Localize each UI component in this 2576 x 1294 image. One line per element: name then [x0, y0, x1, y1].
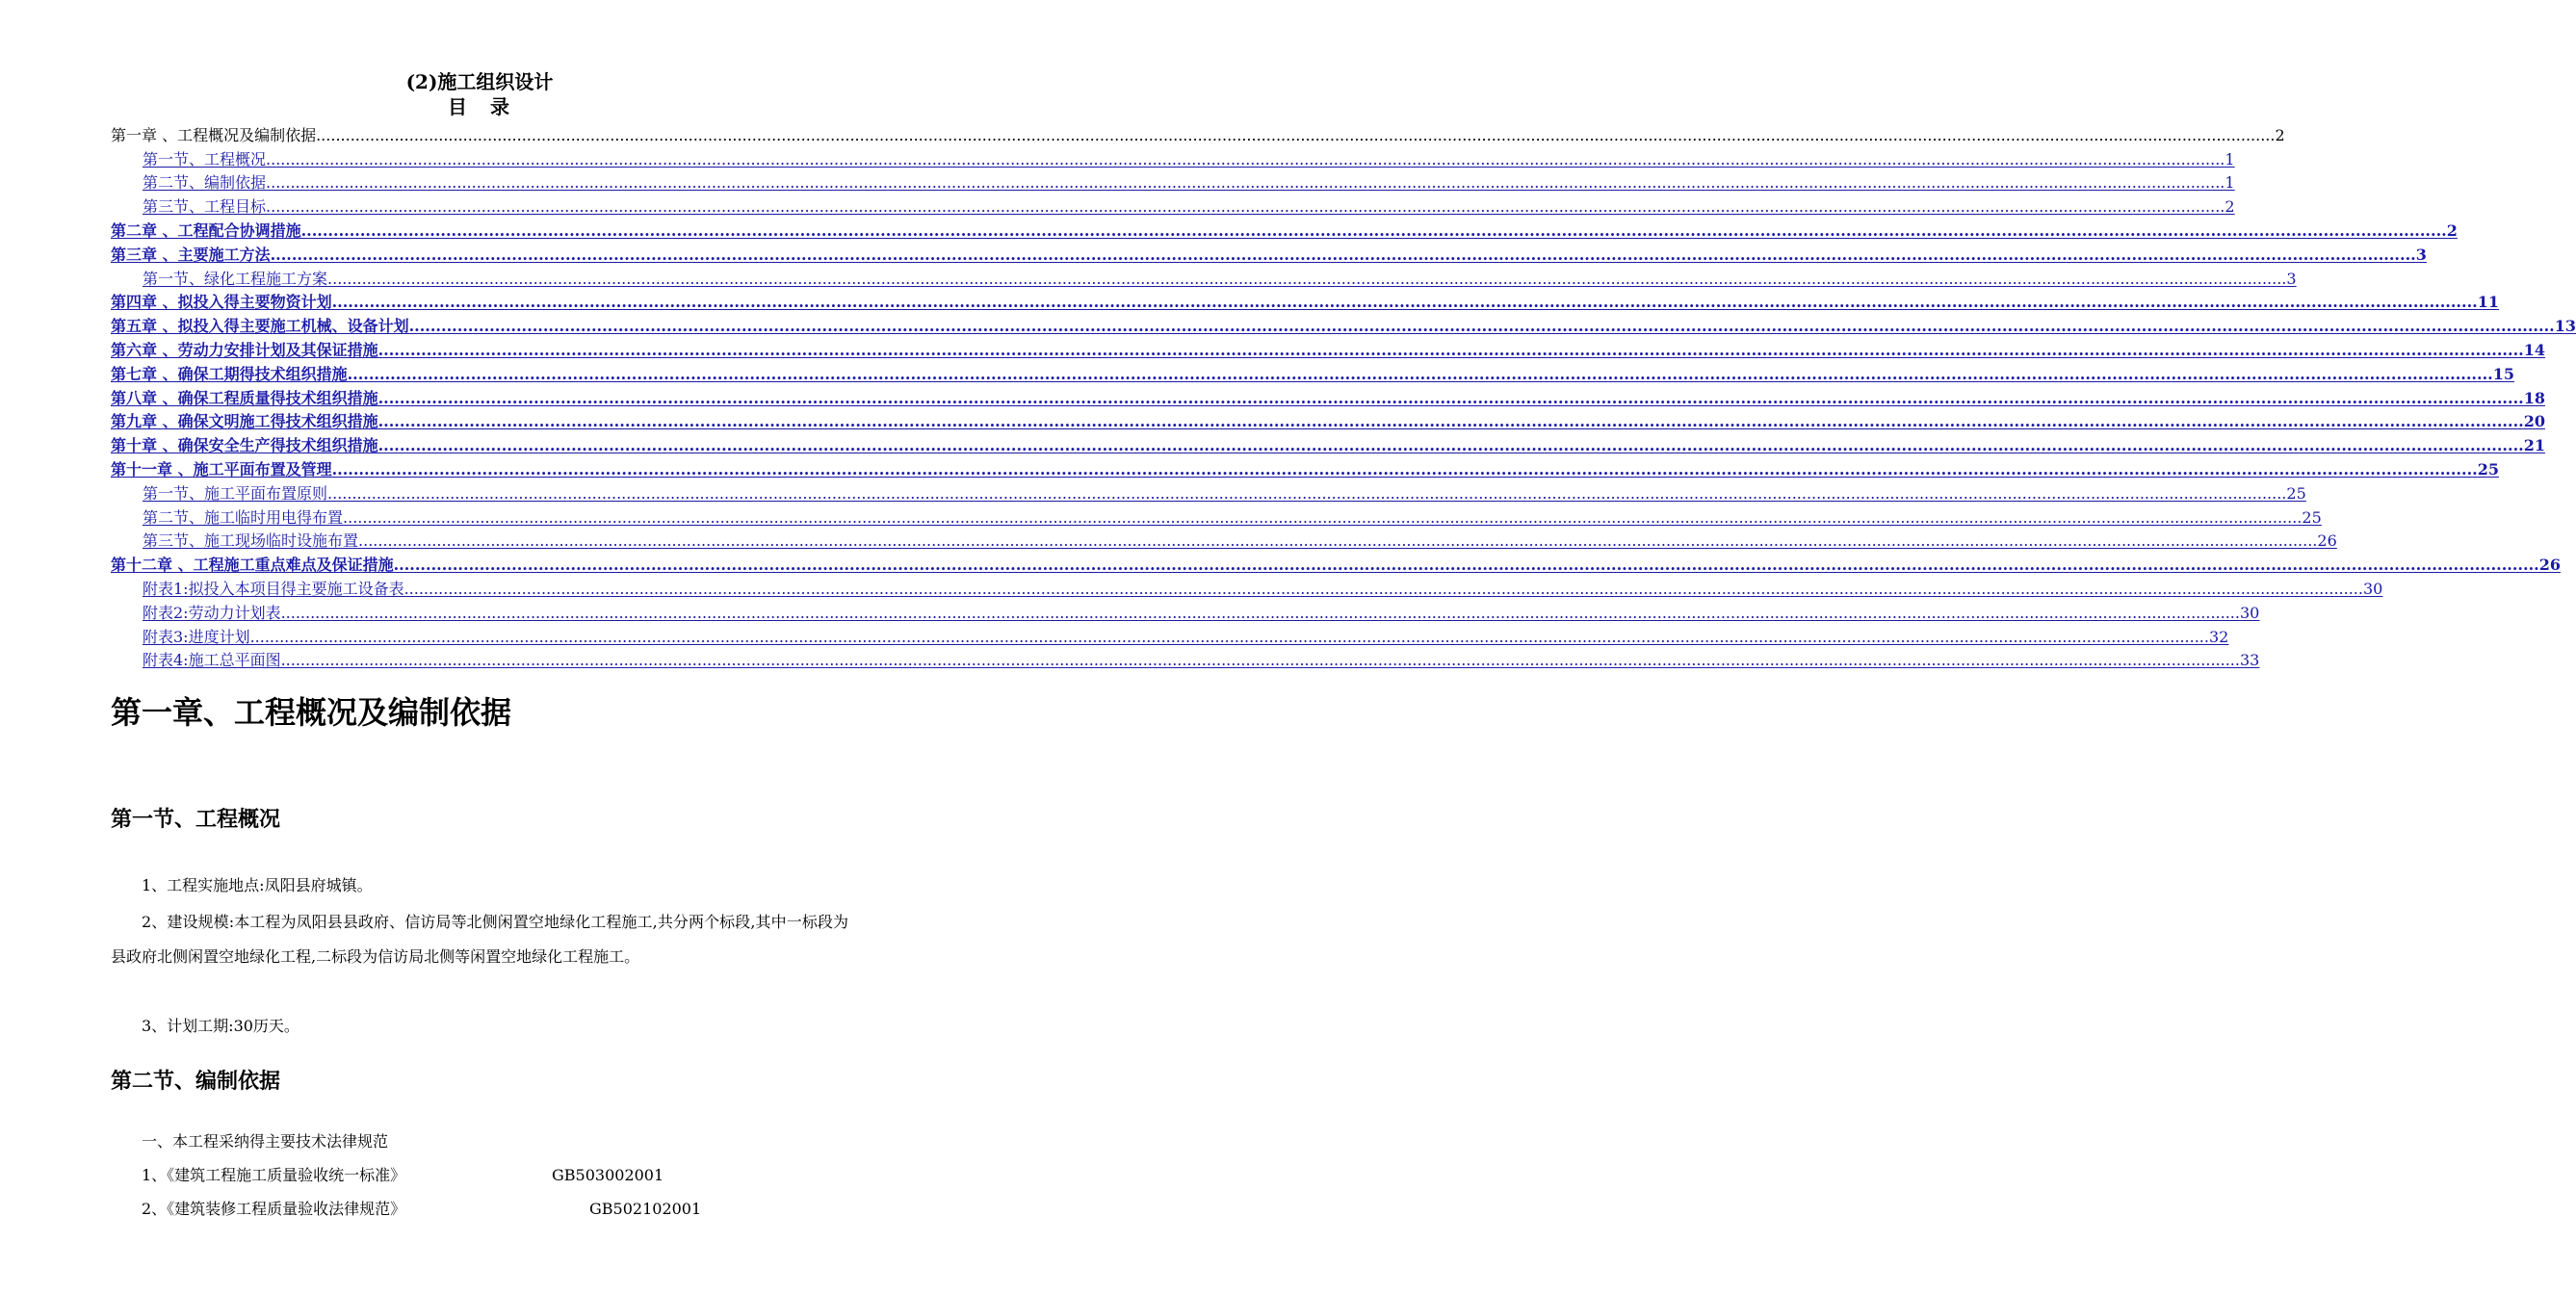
- toc-leader-dots: ................................................................................................................................................................................................................................................................................................................................................................................................................: [270, 245, 2416, 264]
- toc-leader-dots: ................................................................................................................................................................................................................................................................................................................................................................................................................: [266, 149, 2225, 168]
- toc-entry[interactable]: [111, 408, 2545, 432]
- toc-entry-page: 33: [2239, 651, 2260, 670]
- toc-entry-page: 2: [2446, 220, 2458, 240]
- toc-leader-dots: ................................................................................................................................................................................................................................................................................................................................................................................................................: [327, 269, 2287, 288]
- toc-leader-dots: ................................................................................................................................................................................................................................................................................................................................................................................................................: [331, 459, 2478, 479]
- toc-entry-label: 第十一章 、施工平面布置及管理: [111, 459, 332, 479]
- toc-entry-page: 1: [2225, 173, 2235, 193]
- toc-leader-dots: ................................................................................................................................................................................................................................................................................................................................................................................................................: [377, 412, 2524, 431]
- toc-entry-page: 25: [2477, 459, 2499, 479]
- standards-intro: [111, 1130, 848, 1153]
- toc-entry-page: 25: [2286, 483, 2306, 503]
- toc-entry[interactable]: [111, 193, 2235, 217]
- toc-entry-label: 附表3:进度计划: [143, 627, 250, 646]
- toc-leader-dots: ................................................................................................................................................................................................................................................................................................................................................................................................................: [280, 651, 2240, 670]
- toc-entry: [111, 121, 2285, 145]
- toc-entry[interactable]: [111, 575, 2383, 599]
- toc-entry[interactable]: [111, 647, 2260, 671]
- toc-leader-dots: ................................................................................................................................................................................................................................................................................................................................................................................................................: [408, 317, 2555, 336]
- toc-entry-page: 21: [2523, 436, 2545, 455]
- paragraph-location-text: 1、工程实施地点:凤阳县府城镇。: [142, 876, 373, 894]
- toc-entry-page: 30: [2239, 603, 2260, 622]
- section-heading-overview: 第一节、工程概况: [111, 808, 281, 832]
- toc-entry-page: 13: [2554, 317, 2576, 336]
- toc-leader-dots: ................................................................................................................................................................................................................................................................................................................................................................................................................: [393, 556, 2539, 575]
- toc-entry-page: 3: [2415, 245, 2427, 264]
- toc-entry-label: 第三节、工程目标: [143, 197, 267, 217]
- toc-entry-label: 附表2:劳动力计划表: [143, 603, 281, 622]
- toc-entry-label: 第二节、编制依据: [143, 173, 267, 193]
- toc-entry-label: 第六章 、劳动力安排计划及其保证措施: [111, 340, 378, 359]
- toc-entry[interactable]: [111, 479, 2306, 504]
- toc-entry[interactable]: [111, 265, 2297, 289]
- toc-entry-label: 第一节、工程概况: [143, 149, 267, 168]
- toc-entry-label: 第七章 、确保工期得技术组织措施: [111, 364, 348, 383]
- toc-entry[interactable]: [111, 312, 2576, 336]
- toc-entry[interactable]: [111, 528, 2337, 552]
- chapter-heading: 第一章、工程概况及编制依据: [111, 694, 512, 731]
- toc-leader-dots: ................................................................................................................................................................................................................................................................................................................................................................................................................: [377, 340, 2524, 359]
- toc-entry-page: 1: [2225, 149, 2235, 168]
- toc-entry[interactable]: [111, 217, 2458, 241]
- toc-heading: 目 录: [448, 95, 511, 118]
- toc-entry-page: 15: [2492, 364, 2514, 383]
- toc-entry-label: 第九章 、确保文明施工得技术组织措施: [111, 412, 378, 431]
- toc-entry-page: 2: [2225, 197, 2235, 217]
- toc-entry-label: 附表4:施工总平面图: [143, 651, 281, 670]
- toc-entry[interactable]: [111, 289, 2499, 313]
- paragraph-scale-text: 2、建设规模:本工程为凤阳县县政府、信访局等北侧闲置空地绿化工程施工,共分两个标段,其中一标段为县政府北侧闲置空地绿化工程,二标段为信访局北侧等闲置空地绿化工程施工。: [111, 913, 848, 966]
- toc-entry-label: 第三章 、主要施工方法: [111, 245, 271, 264]
- toc-entry-label: 第十二章 、工程施工重点难点及保证措施: [111, 556, 394, 575]
- standard-name: 1、《建筑工程施工质量验收统一标准》: [142, 1166, 406, 1184]
- toc-entry-label: 第五章 、拟投入得主要施工机械、设备计划: [111, 317, 409, 336]
- toc-entry-page: 2: [2275, 125, 2285, 144]
- toc-entry[interactable]: [111, 241, 2427, 265]
- toc-entry-label: 第一节、绿化工程施工方案: [143, 269, 328, 288]
- toc-leader-dots: ................................................................................................................................................................................................................................................................................................................................................................................................................: [249, 627, 2209, 646]
- toc-entry-label: 第十章 、确保安全生产得技术组织措施: [111, 436, 378, 455]
- toc-entry-page: 3: [2286, 269, 2297, 288]
- toc-leader-dots: ................................................................................................................................................................................................................................................................................................................................................................................................................: [316, 125, 2276, 144]
- toc-entry-page: 20: [2523, 412, 2545, 431]
- paragraph-scale: [111, 905, 848, 974]
- toc-leader-dots: ................................................................................................................................................................................................................................................................................................................................................................................................................: [327, 483, 2287, 503]
- toc-leader-dots: ................................................................................................................................................................................................................................................................................................................................................................................................................: [377, 388, 2524, 407]
- toc-leader-dots: ................................................................................................................................................................................................................................................................................................................................................................................................................: [331, 293, 2478, 312]
- toc-entry-label: 第二节、施工临时用电得布置: [143, 507, 344, 527]
- toc-entry-label: 附表1:拟投入本项目得主要施工设备表: [143, 579, 404, 598]
- toc-leader-dots: ................................................................................................................................................................................................................................................................................................................................................................................................................: [343, 507, 2303, 527]
- toc-entry[interactable]: [111, 551, 2561, 575]
- paragraph-location: [111, 868, 848, 903]
- toc-entry-label: 第四章 、拟投入得主要物资计划: [111, 293, 332, 312]
- toc-entry-page: 14: [2523, 340, 2545, 359]
- standard-row: [111, 1164, 848, 1187]
- toc-entry[interactable]: [111, 336, 2545, 360]
- toc-entry[interactable]: [111, 623, 2229, 647]
- toc-leader-dots: ................................................................................................................................................................................................................................................................................................................................................................................................................: [377, 436, 2524, 455]
- toc-leader-dots: ................................................................................................................................................................................................................................................................................................................................................................................................................: [347, 364, 2493, 383]
- toc-entry[interactable]: [111, 455, 2499, 479]
- toc-entry-label: 第一节、施工平面布置原则: [143, 483, 328, 503]
- toc-entry[interactable]: [111, 360, 2514, 384]
- table-of-contents: [111, 121, 2576, 670]
- toc-entry-label: 第八章 、确保工程质量得技术组织措施: [111, 388, 378, 407]
- toc-leader-dots: ................................................................................................................................................................................................................................................................................................................................................................................................................: [358, 531, 2318, 551]
- toc-entry-label: 第二章 、工程配合协调措施: [111, 220, 301, 240]
- standards-intro-text: 一、本工程采纳得主要技术法律规范: [142, 1132, 389, 1151]
- toc-entry[interactable]: [111, 384, 2545, 408]
- toc-leader-dots: ................................................................................................................................................................................................................................................................................................................................................................................................................: [266, 197, 2225, 217]
- toc-entry[interactable]: [111, 169, 2235, 194]
- toc-leader-dots: ................................................................................................................................................................................................................................................................................................................................................................................................................: [300, 220, 2447, 240]
- toc-entry-label: 第三节、施工现场临时设施布置: [143, 531, 359, 551]
- toc-entry-page: 26: [2317, 531, 2337, 551]
- standard-row: [111, 1198, 848, 1221]
- standard-name: 2、《建筑装修工程质量验收法律规范》: [142, 1200, 406, 1218]
- toc-entry-page: 18: [2523, 388, 2545, 407]
- section-heading-basis: 第二节、编制依据: [111, 1070, 281, 1094]
- toc-entry[interactable]: [111, 145, 2235, 169]
- paragraph-duration: [111, 1009, 848, 1044]
- standard-code: GB502102001: [589, 1200, 702, 1218]
- toc-leader-dots: ................................................................................................................................................................................................................................................................................................................................................................................................................: [266, 173, 2225, 193]
- toc-leader-dots: ................................................................................................................................................................................................................................................................................................................................................................................................................: [403, 579, 2363, 598]
- toc-entry-page: 25: [2302, 507, 2322, 527]
- toc-entry[interactable]: [111, 504, 2322, 528]
- toc-entry-label: 第一章 、工程概况及编制依据: [111, 125, 317, 144]
- document-title: (2)施工组织设计: [405, 70, 554, 93]
- standard-code: GB503002001: [552, 1166, 664, 1184]
- toc-entry-page: 32: [2208, 627, 2229, 646]
- toc-entry[interactable]: [111, 599, 2260, 623]
- toc-entry-page: 30: [2362, 579, 2383, 598]
- toc-entry-page: 11: [2477, 293, 2499, 312]
- toc-leader-dots: ................................................................................................................................................................................................................................................................................................................................................................................................................: [280, 603, 2240, 622]
- toc-entry[interactable]: [111, 431, 2545, 455]
- paragraph-duration-text: 3、计划工期:30历天。: [142, 1017, 299, 1035]
- toc-entry-page: 26: [2538, 556, 2561, 575]
- document-page: [111, 69, 2576, 1218]
